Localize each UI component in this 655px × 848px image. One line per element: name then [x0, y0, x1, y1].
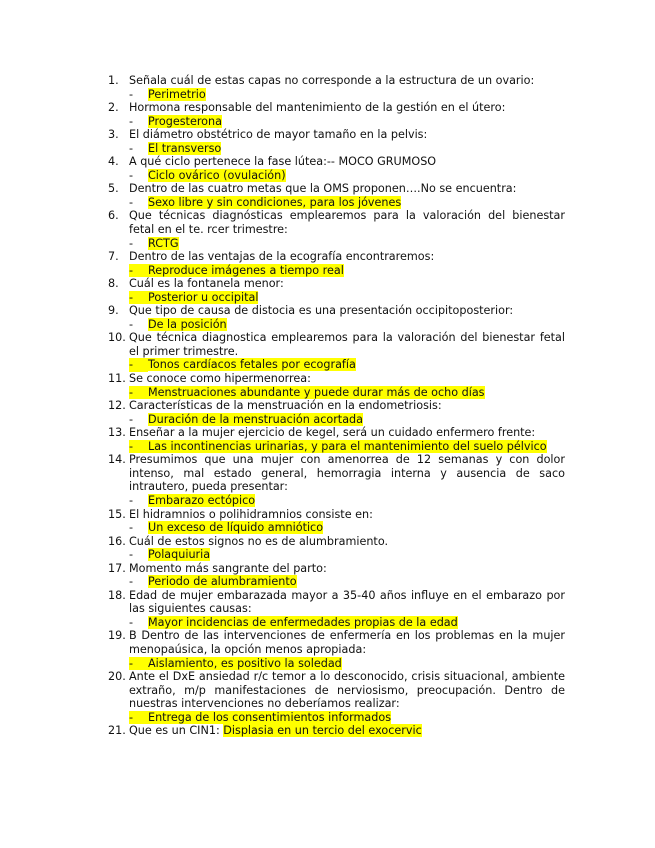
question-text: Edad de mujer embarazada mayor a 35-40 años influye en el embarazo por las siguientes causas:	[129, 588, 565, 616]
question-number: 14.	[108, 453, 126, 467]
answer-item	[108, 318, 565, 332]
answer-item	[108, 575, 565, 589]
question-text: Cuál es la fontanela menor:	[129, 277, 284, 291]
question-item	[108, 426, 565, 440]
answer-item	[108, 521, 565, 535]
answer-bullet: -	[129, 236, 134, 250]
question-number: 15.	[108, 507, 126, 521]
question-number: 11.	[108, 372, 126, 386]
question-text: El diámetro obstétrico de mayor tamaño en la pelvis:	[129, 128, 428, 142]
answer-bullet: -	[129, 412, 134, 426]
answer-item	[108, 142, 565, 156]
answer-text: Mayor incidencias de enfermedades propias de la edad	[148, 615, 458, 629]
question-text: B Dentro de las intervenciones de enfermería en los problemas en la mujer menopaúsica, la opción menos apropiada:	[129, 629, 565, 656]
question-text: Momento más sangrante del parto:	[129, 561, 327, 575]
answer-item	[108, 413, 565, 427]
question-number: 18.	[108, 588, 126, 602]
answer-bullet: -	[129, 493, 134, 507]
answer-item	[108, 494, 565, 508]
question-number: 13.	[108, 426, 126, 440]
question-item	[108, 182, 565, 196]
answer-text: Tonos cardíacos fetales por ecografía	[148, 358, 356, 372]
question-text: Presumimos que una mujer con amenorrea de 12 semanas y con dolor intenso, mal estado general, hemorragia interna y ausencia de saco intrautero, pueda presentar:	[129, 453, 565, 494]
question-item	[108, 331, 565, 358]
question-item	[108, 74, 565, 88]
question-text: Enseñar a la mujer ejercicio de kegel, será un cuidado enfermero frente:	[129, 426, 536, 440]
question-text: Dentro de las ventajas de la ecografía encontraremos:	[129, 250, 435, 264]
question-text: Características de la menstruación en la endometriosis:	[129, 399, 442, 413]
question-item	[108, 453, 565, 494]
answer-text: Ciclo ovárico (ovulación)	[148, 168, 286, 182]
answer-item	[108, 196, 565, 210]
answer-item	[108, 616, 565, 630]
question-item	[108, 277, 565, 291]
question-number: 6.	[108, 209, 119, 223]
answer-item	[108, 386, 565, 400]
answer-item	[108, 115, 565, 129]
question-text: Cuál de estos signos no es de alumbramiento.	[129, 534, 389, 548]
answer-text: El transverso	[148, 141, 222, 155]
question-item	[108, 399, 565, 413]
answer-bullet: -	[129, 575, 134, 589]
answer-item	[108, 358, 565, 372]
question-text: Se conoce como hipermenorrea:	[129, 372, 311, 386]
question-number: 9.	[108, 304, 119, 318]
question-item	[108, 372, 565, 386]
answer-text: Sexo libre y sin condiciones, para los jóvenes	[148, 195, 402, 209]
question-item	[108, 155, 565, 169]
answer-text: Duración de la menstruación acortada	[148, 412, 364, 426]
question-number: 10.	[108, 331, 126, 345]
answer-text: Periodo de alumbramiento	[148, 575, 297, 589]
answer-text: Polaquiuria	[148, 548, 211, 562]
answer-text: Progesterona	[148, 114, 222, 128]
question-number: 20.	[108, 670, 126, 684]
question-list	[108, 74, 565, 738]
question-text: Ante el DxE ansiedad r/c temor a lo desconocido, crisis situacional, ambiente extraño, m/p manifestaciones de nerviosismo, preocupación. Dentro de nuestras intervenciones no deberíamos realizar:	[129, 670, 565, 711]
question-number: 5.	[108, 182, 119, 196]
question-text: Que técnica diagnostica emplearemos para la valoración del bienestar fetal el primer trimestre.	[129, 331, 565, 358]
answer-bullet: -	[129, 657, 148, 671]
answer-text: Las incontinencias urinarias, y para el mantenimiento del suelo pélvico	[148, 439, 547, 453]
question-number: 7.	[108, 250, 119, 264]
answer-bullet: -	[129, 548, 134, 562]
answer-text: De la posición	[148, 317, 227, 331]
answer-item	[108, 237, 565, 251]
question-text: Dentro de las cuatro metas que la OMS proponen….No se encuentra:	[129, 182, 517, 196]
question-text: A qué ciclo pertenece la fase lútea:-- MOCO GRUMOSO	[129, 155, 437, 169]
question-item	[108, 250, 565, 264]
answer-text: RCTG	[148, 236, 179, 250]
answer-item	[108, 548, 565, 562]
answer-text: Posterior u occipital	[148, 290, 259, 304]
answer-text: Menstruaciones abundante y puede durar más de ocho días	[148, 385, 485, 399]
question-item	[108, 209, 565, 236]
question-item	[108, 535, 565, 549]
question-item	[108, 589, 565, 616]
question-number: 21.	[108, 724, 126, 738]
answer-item	[108, 291, 565, 305]
question-number: 8.	[108, 277, 119, 291]
question-text: Que es un CIN1:	[129, 724, 224, 738]
question-item	[108, 629, 565, 656]
answer-text: Displasia en un tercio del exocervic	[223, 724, 422, 738]
answer-bullet: -	[129, 317, 134, 331]
question-item	[108, 128, 565, 142]
answer-text: Aislamiento, es positivo la soledad	[148, 656, 342, 670]
answer-text: Un exceso de líquido amniótico	[148, 521, 324, 535]
answer-bullet: -	[129, 711, 148, 725]
question-number: 16.	[108, 534, 126, 548]
question-text: Señala cuál de estas capas no corresponde a la estructura de un ovario:	[129, 74, 535, 87]
question-number: 17.	[108, 561, 126, 575]
answer-item	[108, 264, 565, 278]
answer-bullet: -	[129, 114, 134, 128]
answer-text: Reproduce imágenes a tiempo real	[148, 263, 344, 277]
question-text: Que técnicas diagnósticas emplearemos para la valoración del bienestar fetal en el te. rcer trimestre:	[129, 209, 565, 237]
answer-bullet: -	[129, 615, 134, 629]
answer-item	[108, 88, 565, 102]
question-text: El hidramnios o polihidramnios consiste en:	[129, 507, 373, 521]
question-text: Que tipo de causa de distocia es una presentación occipitoposterior:	[129, 304, 514, 318]
answer-bullet: -	[129, 87, 134, 101]
question-number: 2.	[108, 101, 119, 115]
answer-bullet: -	[129, 141, 134, 155]
answer-bullet: -	[129, 264, 148, 278]
answer-bullet: -	[129, 440, 148, 454]
question-item	[108, 508, 565, 522]
question-number: 12.	[108, 399, 126, 413]
answer-bullet: -	[129, 195, 134, 209]
question-item	[108, 562, 565, 576]
answer-text: Entrega de los consentimientos informados	[148, 710, 392, 724]
question-item	[108, 304, 565, 318]
question-number: 19.	[108, 629, 126, 643]
answer-bullet: -	[129, 521, 134, 535]
question-item	[108, 724, 565, 738]
answer-text: Embarazo ectópico	[148, 493, 256, 507]
answer-text: Perimetrio	[148, 87, 206, 101]
answer-item	[108, 440, 565, 454]
answer-bullet: -	[129, 291, 148, 305]
answer-bullet: -	[129, 358, 148, 372]
question-item	[108, 101, 565, 115]
question-number: 1.	[108, 74, 119, 87]
answer-item	[108, 169, 565, 183]
question-item	[108, 670, 565, 711]
answer-item	[108, 657, 565, 671]
answer-bullet: -	[129, 168, 134, 182]
question-number: 3.	[108, 128, 119, 142]
question-text: Hormona responsable del mantenimiento de la gestión en el útero:	[129, 101, 506, 115]
question-number: 4.	[108, 155, 119, 169]
answer-bullet: -	[129, 386, 148, 400]
answer-item	[108, 711, 565, 725]
